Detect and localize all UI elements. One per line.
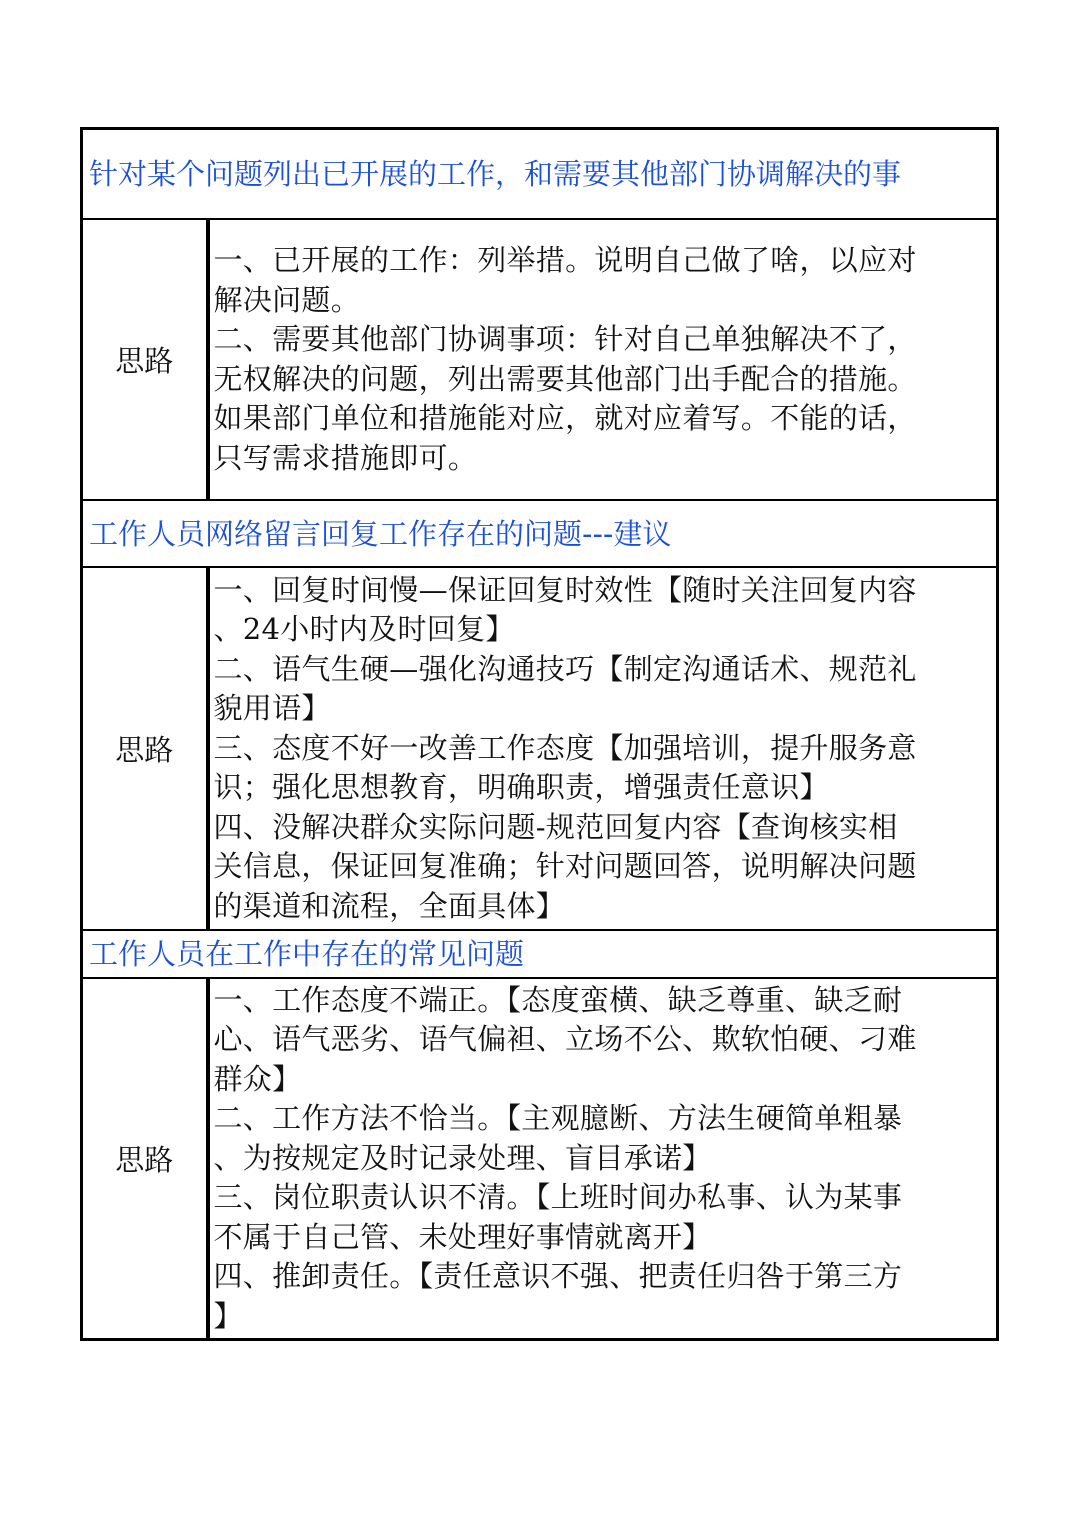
section-3-content [208, 978, 998, 1340]
section-1-line: 一、已开展的工作：列举措。说明自己做了啥，以应对 [213, 243, 917, 277]
section-2-line: 三、态度不好一改善工作态度【加强培训，提升服务意 [213, 730, 917, 765]
section-3-label: 思路 [82, 978, 208, 1340]
section-2-line: 一、回复时间慢—保证回复时效性【随时关注回复内容 [213, 572, 917, 607]
section-1-line: 只写需求措施即可。 [213, 440, 478, 475]
section-2-line: 四、没解决群众实际问题-规范回复内容【查询核实相 [213, 809, 898, 844]
section-2-line: 识；强化思想教育，明确职责，增强责任意识】 [213, 770, 829, 805]
section-1-line: 无权解决的问题，列出需要其他部门出手配合的措施。 [213, 361, 917, 396]
section-1-header-row [82, 129, 998, 220]
section-2-line: 貌用语】 [213, 691, 331, 726]
document-table [80, 127, 999, 1341]
section-3-line: 二、工作方法不恰当。【主观臆断、方法生硬简单粗暴 [213, 1101, 903, 1136]
section-1-title: 针对某个问题列出已开展的工作，和需要其他部门协调解决的事 [82, 129, 998, 220]
section-2-line: 二、语气生硬—强化沟通技巧【制定沟通话术、规范礼 [213, 651, 917, 686]
section-3-body-row [82, 978, 998, 1340]
section-2-line: 、24小时内及时回复】 [213, 612, 515, 647]
section-3-line: 一、工作态度不端正。【态度蛮横、缺乏尊重、缺乏耐 [213, 982, 903, 1017]
section-2-line: 的渠道和流程，全面具体】 [213, 888, 566, 923]
section-3-line: 不属于自己管、未处理好事情就离开】 [213, 1219, 712, 1254]
section-3-line: 心、语气恶劣、语气偏袒、立场不公、欺软怕硬、刁难 [213, 1022, 917, 1057]
section-2-body-row [82, 567, 998, 930]
section-2-title: 工作人员网络留言回复工作存在的问题---建议 [82, 500, 998, 567]
section-2-header-row [82, 500, 998, 567]
section-1-line: 如果部门单位和措施能对应，就对应着写。不能的话， [213, 401, 917, 435]
section-2-content [208, 567, 998, 930]
section-3-line: 】 [213, 1298, 243, 1333]
section-2-line: 关信息，保证回复准确；针对问题回答，说明解决问题 [213, 849, 917, 884]
section-2-label: 思路 [82, 567, 208, 930]
section-1-label: 思路 [82, 219, 208, 500]
section-1-content [208, 219, 998, 500]
section-1-line: 二、需要其他部门协调事项：针对自己单独解决不了， [213, 322, 917, 356]
section-3-line: 、为按规定及时记录处理、盲目承诺】 [213, 1140, 712, 1175]
section-3-line: 四、推卸责任。【责任意识不强、把责任归咎于第三方 [213, 1259, 903, 1294]
section-3-header-row [82, 930, 998, 978]
section-1-body-row [82, 219, 998, 500]
section-3-line: 群众】 [213, 1061, 302, 1096]
section-1-line: 解决问题。 [213, 282, 361, 317]
section-3-title: 工作人员在工作中存在的常见问题 [82, 930, 998, 978]
section-3-line: 三、岗位职责认识不清。【上班时间办私事、认为某事 [213, 1180, 903, 1215]
